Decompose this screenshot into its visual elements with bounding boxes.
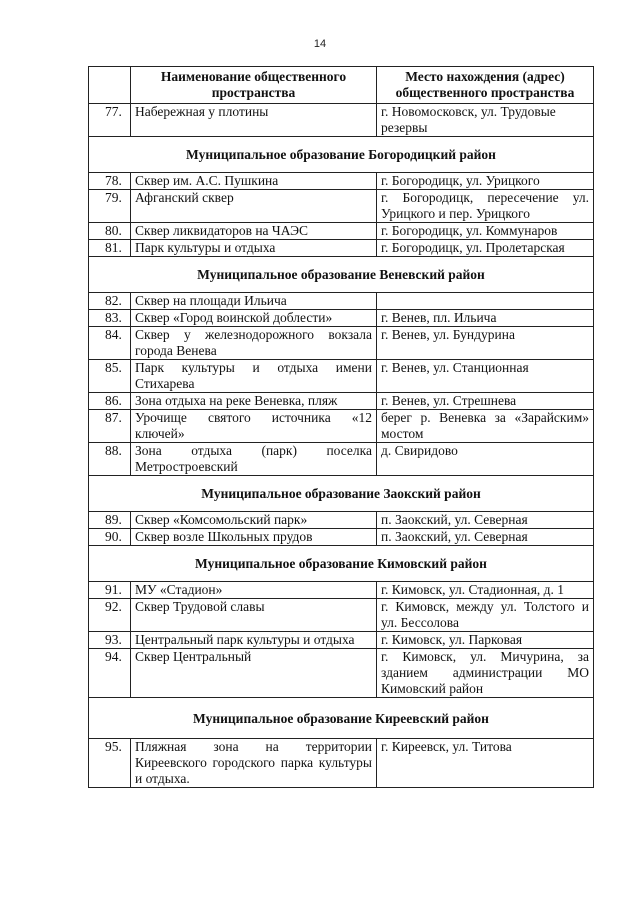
section-title: Муниципальное образование Киреевский район <box>89 698 594 739</box>
space-name: Сквер Трудовой славы <box>131 599 377 632</box>
space-name: Сквер Центральный <box>131 649 377 698</box>
space-name: Пляжная зона на территории Киреевского городского парка культуры и отдыха. <box>131 739 377 788</box>
row-number: 95. <box>89 739 131 788</box>
space-address: г. Венев, ул. Станционная <box>377 360 594 393</box>
table-row <box>89 360 594 393</box>
row-number: 94. <box>89 649 131 698</box>
row-number: 84. <box>89 327 131 360</box>
table-row <box>89 293 594 310</box>
section-title: Муниципальное образование Заокский район <box>89 476 594 512</box>
table-row <box>89 240 594 257</box>
table-header-row <box>89 67 594 104</box>
public-spaces-table <box>88 66 594 788</box>
space-name: Сквер ликвидаторов на ЧАЭС <box>131 223 377 240</box>
table-row <box>89 512 594 529</box>
table-row <box>89 173 594 190</box>
table-row <box>89 632 594 649</box>
header-address: Место нахождения (адрес) общественного пространства <box>377 67 594 104</box>
space-name: Сквер им. А.С. Пушкина <box>131 173 377 190</box>
row-number: 89. <box>89 512 131 529</box>
header-name: Наименование общественного пространства <box>131 67 377 104</box>
table-row <box>89 410 594 443</box>
space-name: Сквер на площади Ильича <box>131 293 377 310</box>
space-name: Парк культуры и отдыха имени Стихарева <box>131 360 377 393</box>
space-name: Парк культуры и отдыха <box>131 240 377 257</box>
space-address: д. Свиридово <box>377 443 594 476</box>
section-header-row <box>89 137 594 173</box>
table-row <box>89 649 594 698</box>
header-number-cell <box>89 67 131 104</box>
space-name: Зона отдыха (парк) поселка Метростроевский <box>131 443 377 476</box>
table-row <box>89 223 594 240</box>
table-row <box>89 529 594 546</box>
table-row <box>89 104 594 137</box>
section-header-row <box>89 257 594 293</box>
space-name: Набережная у плотины <box>131 104 377 137</box>
row-number: 87. <box>89 410 131 443</box>
table-row <box>89 393 594 410</box>
space-address: г. Кимовск, ул. Мичурина, за зданием администрации МО Кимовский район <box>377 649 594 698</box>
space-address: г. Венев, пл. Ильича <box>377 310 594 327</box>
row-number: 80. <box>89 223 131 240</box>
row-number: 77. <box>89 104 131 137</box>
row-number: 78. <box>89 173 131 190</box>
space-address: г. Венев, ул. Бундурина <box>377 327 594 360</box>
space-address: г. Кимовск, ул. Стадионная, д. 1 <box>377 582 594 599</box>
table-row <box>89 327 594 360</box>
table-row <box>89 443 594 476</box>
table-body <box>89 104 594 788</box>
space-name: Афганский сквер <box>131 190 377 223</box>
row-number: 90. <box>89 529 131 546</box>
table-row <box>89 310 594 327</box>
space-address: г. Богородицк, ул. Пролетарская <box>377 240 594 257</box>
space-name: Сквер у железнодорожного вокзала города Венева <box>131 327 377 360</box>
row-number: 82. <box>89 293 131 310</box>
section-header-row <box>89 476 594 512</box>
row-number: 86. <box>89 393 131 410</box>
row-number: 92. <box>89 599 131 632</box>
space-name: Урочище святого источника «12 ключей» <box>131 410 377 443</box>
table-row <box>89 190 594 223</box>
space-name: МУ «Стадион» <box>131 582 377 599</box>
section-title: Муниципальное образование Богородицкий район <box>89 137 594 173</box>
row-number: 81. <box>89 240 131 257</box>
space-address: г. Венев, ул. Стрешнева <box>377 393 594 410</box>
space-name: Сквер «Комсомольский парк» <box>131 512 377 529</box>
space-address: г. Кимовск, ул. Парковая <box>377 632 594 649</box>
space-address: г. Киреевск, ул. Титова <box>377 739 594 788</box>
row-number: 93. <box>89 632 131 649</box>
space-address: г. Богородицк, ул. Урицкого <box>377 173 594 190</box>
page-number: 14 <box>313 38 327 50</box>
table-row <box>89 582 594 599</box>
space-name: Сквер «Город воинской доблести» <box>131 310 377 327</box>
table-row <box>89 599 594 632</box>
space-address: берег р. Веневка за «Зарайским» мостом <box>377 410 594 443</box>
space-address: г. Богородицк, пересечение ул. Урицкого и пер. Урицкого <box>377 190 594 223</box>
section-title: Муниципальное образование Веневский район <box>89 257 594 293</box>
row-number: 91. <box>89 582 131 599</box>
row-number: 88. <box>89 443 131 476</box>
section-header-row <box>89 546 594 582</box>
row-number: 83. <box>89 310 131 327</box>
space-address: п. Заокский, ул. Северная <box>377 512 594 529</box>
space-address: г. Кимовск, между ул. Толстого и ул. Бессолова <box>377 599 594 632</box>
space-address: г. Новомосковск, ул. Трудовые резервы <box>377 104 594 137</box>
space-name: Сквер возле Школьных прудов <box>131 529 377 546</box>
table-row <box>89 739 594 788</box>
space-name: Центральный парк культуры и отдыха <box>131 632 377 649</box>
section-title: Муниципальное образование Кимовский район <box>89 546 594 582</box>
space-address: г. Богородицк, ул. Коммунаров <box>377 223 594 240</box>
row-number: 79. <box>89 190 131 223</box>
space-address <box>377 293 594 310</box>
row-number: 85. <box>89 360 131 393</box>
space-address: п. Заокский, ул. Северная <box>377 529 594 546</box>
space-name: Зона отдыха на реке Веневка, пляж <box>131 393 377 410</box>
section-header-row <box>89 698 594 739</box>
